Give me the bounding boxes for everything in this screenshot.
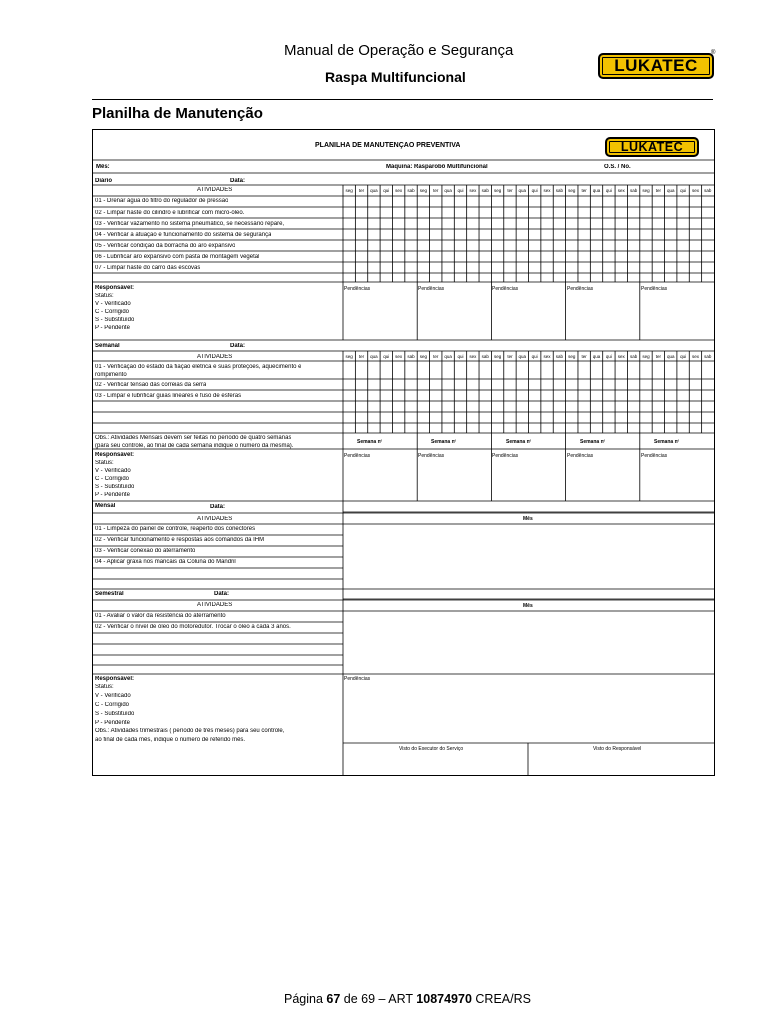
day-header: sex bbox=[395, 188, 403, 193]
status-line: V - Verificado bbox=[95, 301, 131, 307]
day-header: qui bbox=[383, 354, 390, 359]
semanal-label: Semanal bbox=[95, 343, 120, 349]
day-header: qui bbox=[531, 354, 538, 359]
sheet-logo: LUKATEC bbox=[605, 137, 699, 157]
diario-item: 05 - Verificar condição da borracha do aro expansivo bbox=[95, 243, 236, 249]
responsavel-label: Responsável: bbox=[95, 452, 135, 458]
diario-label: Diário bbox=[95, 178, 113, 184]
footer-obs: ao final de cada mês, indique o número de referido mês. bbox=[95, 737, 246, 743]
semestral-item: 02 - Verificar o nível de óleo do motoredutor. Trocar o óleo a cada 3 anos. bbox=[95, 624, 291, 630]
status-line: S - Substituído bbox=[95, 317, 135, 323]
responsavel-label: Responsável: bbox=[95, 676, 135, 682]
day-header: ter bbox=[358, 188, 365, 193]
pendencias-label: Pendências bbox=[567, 453, 594, 459]
header-rule bbox=[92, 99, 713, 100]
day-header: sab bbox=[704, 188, 712, 193]
semana-label: Semana nº bbox=[357, 439, 383, 445]
semana-label: Semana nº bbox=[654, 439, 680, 445]
visto-executor-label: Visto do Executor do Serviço bbox=[399, 746, 464, 752]
day-header: sab bbox=[555, 188, 564, 193]
day-header: seg bbox=[419, 354, 427, 359]
day-header: sex bbox=[691, 354, 699, 359]
semanal-date-label: Data: bbox=[230, 343, 246, 349]
semestral-label: Semestral bbox=[95, 591, 124, 597]
semana-label: Semana nº bbox=[506, 439, 532, 445]
status-line: V - Verificado bbox=[95, 468, 131, 474]
document-title: Manual de Operação e Segurança bbox=[284, 42, 514, 59]
day-header: sex bbox=[469, 354, 477, 359]
day-header: ter bbox=[507, 188, 513, 193]
day-header: seg bbox=[345, 188, 353, 193]
sheet-title: PLANILHA DE MANUTENÇÃO PREVENTIVA bbox=[315, 142, 461, 149]
day-header: ter bbox=[655, 354, 661, 359]
visto-responsavel-label: Visto do Responsável bbox=[593, 746, 642, 752]
day-header: qua bbox=[518, 354, 527, 359]
day-header: sex bbox=[617, 188, 625, 193]
day-header: qui bbox=[531, 188, 538, 193]
status-line: P - Pendente bbox=[95, 720, 130, 726]
semanal-obs: Obs.: Atividades Mensais devem ser feitas no período de quatro semanas bbox=[95, 435, 292, 441]
semana-label: Semana nº bbox=[580, 439, 606, 445]
status-line: C - Corrigido bbox=[95, 702, 130, 708]
day-header: seg bbox=[568, 188, 576, 193]
day-header: sab bbox=[704, 354, 712, 359]
day-header: sab bbox=[407, 354, 415, 359]
mensal-label: Mensal bbox=[95, 503, 116, 509]
page-footer bbox=[284, 992, 531, 1007]
responsavel-label: Responsável: bbox=[95, 285, 135, 291]
day-header: sex bbox=[617, 354, 625, 359]
page-footer-suffix: CREA/RS bbox=[471, 992, 531, 1006]
day-header: seg bbox=[642, 354, 650, 359]
pendencias-label: Pendências bbox=[567, 286, 594, 292]
day-header: qua bbox=[518, 188, 527, 193]
status-line: P - Pendente bbox=[95, 325, 130, 331]
status-line: Status: bbox=[95, 684, 114, 690]
day-header: qua bbox=[444, 354, 452, 359]
semestral-mes-header: Mês bbox=[523, 603, 533, 609]
day-header: seg bbox=[493, 354, 502, 359]
pendencias-label: Pendências bbox=[418, 286, 445, 292]
page-number: 67 bbox=[326, 992, 341, 1006]
day-header: ter bbox=[581, 354, 587, 359]
day-header: qua bbox=[592, 354, 601, 359]
mensal-atividades-header: ATIVIDADES bbox=[197, 516, 233, 522]
mensal-item: 04 - Aplicar graxa nos mancais da Coluna do Mandril bbox=[95, 559, 236, 565]
pendencias-label: Pendências bbox=[492, 286, 519, 292]
day-header: sex bbox=[395, 354, 403, 359]
pendencias-label: Pendências bbox=[418, 453, 445, 459]
day-header: qua bbox=[666, 354, 675, 359]
status-line: S - Substituído bbox=[95, 711, 135, 717]
diario-item: 06 - Lubrificar aro expansivo com pasta de montagem vegetal bbox=[95, 254, 260, 260]
day-header: seg bbox=[642, 188, 650, 193]
day-header: ter bbox=[358, 354, 365, 359]
pendencias-label: Pendências bbox=[344, 286, 371, 292]
day-header: seg bbox=[419, 188, 427, 193]
diario-atividades-header: ATIVIDADES bbox=[197, 187, 233, 193]
semanal-item: rompimento bbox=[95, 372, 127, 378]
day-header: sab bbox=[481, 188, 489, 193]
day-header: qui bbox=[605, 354, 612, 359]
day-header: ter bbox=[433, 354, 439, 359]
diario-item: 02 - Limpar haste do cilindro e lubrificar com micro-óleo. bbox=[95, 210, 245, 216]
pendencias-label: Pendências bbox=[344, 453, 371, 459]
day-header: qui bbox=[383, 188, 390, 193]
diario-item: 07 - Limpar haste do carro das escovas bbox=[95, 265, 201, 271]
day-header: ter bbox=[433, 188, 439, 193]
day-header: qua bbox=[370, 354, 378, 359]
document-subtitle: Raspa Multifuncional bbox=[325, 69, 466, 85]
status-line: C - Corrigido bbox=[95, 476, 130, 482]
page-footer-middle: de 69 – ART bbox=[340, 992, 417, 1006]
os-label: O.S. / No. bbox=[604, 164, 631, 170]
mensal-item: 01 - Limpeza do painel de controle, reaperto dos conectores bbox=[95, 526, 256, 532]
status-line: V - Verificado bbox=[95, 693, 131, 699]
status-line: Status: bbox=[95, 460, 114, 466]
maquina-label: Máquina: Rasparobô Multifuncional bbox=[386, 164, 488, 170]
pendencias-label: Pendências bbox=[492, 453, 519, 459]
pendencias-label: Pendências bbox=[641, 286, 668, 292]
semanal-atividades-header: ATIVIDADES bbox=[197, 354, 233, 360]
day-header: sex bbox=[469, 188, 477, 193]
semestral-item: 01 - Avaliar o valor da resistência do aterramento bbox=[95, 613, 226, 619]
semestral-date-label: Data: bbox=[214, 591, 230, 597]
semestral-atividades-header: ATIVIDADES bbox=[197, 602, 233, 608]
day-header: seg bbox=[345, 354, 353, 359]
day-header: qui bbox=[457, 354, 464, 359]
diario-date-label: Data: bbox=[230, 178, 246, 184]
mensal-item: 02 - Verificar funcionamento e respostas aos comandos da IHM bbox=[95, 537, 265, 543]
semanal-item: 03 - Limpar e lubrificar guias lineares e fuso de esferas bbox=[95, 393, 242, 399]
day-header: sex bbox=[691, 188, 699, 193]
pendencias-label: Pendências bbox=[344, 676, 371, 682]
day-header: seg bbox=[568, 354, 576, 359]
page-footer-prefix: Página bbox=[284, 992, 327, 1006]
semanal-obs: (para seu controle, ao final de cada semana indique o número da mesma). bbox=[95, 443, 294, 449]
day-header: qui bbox=[680, 354, 687, 359]
status-line: S - Substituído bbox=[95, 484, 135, 490]
day-header: qui bbox=[457, 188, 464, 193]
lukatec-logo: LUKATEC bbox=[598, 53, 714, 79]
day-header: ter bbox=[655, 188, 661, 193]
day-header: ter bbox=[581, 188, 587, 193]
day-header: qua bbox=[444, 188, 452, 193]
day-header: seg bbox=[493, 188, 502, 193]
mes-label: Mês: bbox=[96, 164, 110, 170]
status-line: P - Pendente bbox=[95, 492, 130, 498]
diario-item: 03 - Verificar vazamento no sistema pneumático, se necessário repare, bbox=[95, 221, 285, 227]
day-header: qui bbox=[680, 188, 687, 193]
diario-item: 01 - Drenar água do filtro do regulador de pressão bbox=[95, 198, 229, 204]
maintenance-sheet bbox=[92, 129, 715, 776]
day-header: sab bbox=[629, 354, 638, 359]
semanal-item: 02 - Verificar tensão das correias da serra bbox=[95, 382, 207, 388]
day-header: sex bbox=[543, 354, 551, 359]
day-header: sab bbox=[407, 188, 415, 193]
day-header: qua bbox=[592, 188, 601, 193]
mensal-item: 03 - Verificar conexão do aterramento bbox=[95, 548, 196, 554]
mensal-mes-header: Mês bbox=[523, 516, 533, 522]
status-line: C - Corrigido bbox=[95, 309, 130, 315]
section-title: Planilha de Manutenção bbox=[92, 105, 263, 122]
day-header: ter bbox=[507, 354, 513, 359]
semana-label: Semana nº bbox=[431, 439, 457, 445]
day-header: sab bbox=[555, 354, 564, 359]
day-header: sab bbox=[481, 354, 489, 359]
pendencias-label: Pendências bbox=[641, 453, 668, 459]
day-header: qua bbox=[666, 188, 675, 193]
footer-obs: Obs.: Atividades trimestrais ( período de três meses) para seu controle, bbox=[95, 728, 285, 734]
diario-item: 04 - Verificar a atuação e funcionamento do sistema de segurança bbox=[95, 232, 272, 238]
semanal-item: 01 - Verificação do estado da fiação elétrica e suas proteções, aquecimento e bbox=[95, 364, 302, 370]
mensal-date-label: Data: bbox=[210, 504, 226, 510]
day-header: qui bbox=[605, 188, 612, 193]
day-header: sex bbox=[543, 188, 551, 193]
status-line: Status: bbox=[95, 293, 114, 299]
day-header: qua bbox=[370, 188, 378, 193]
day-header: sab bbox=[629, 188, 638, 193]
registered-mark: ® bbox=[711, 50, 716, 56]
art-number: 10874970 bbox=[416, 992, 472, 1006]
